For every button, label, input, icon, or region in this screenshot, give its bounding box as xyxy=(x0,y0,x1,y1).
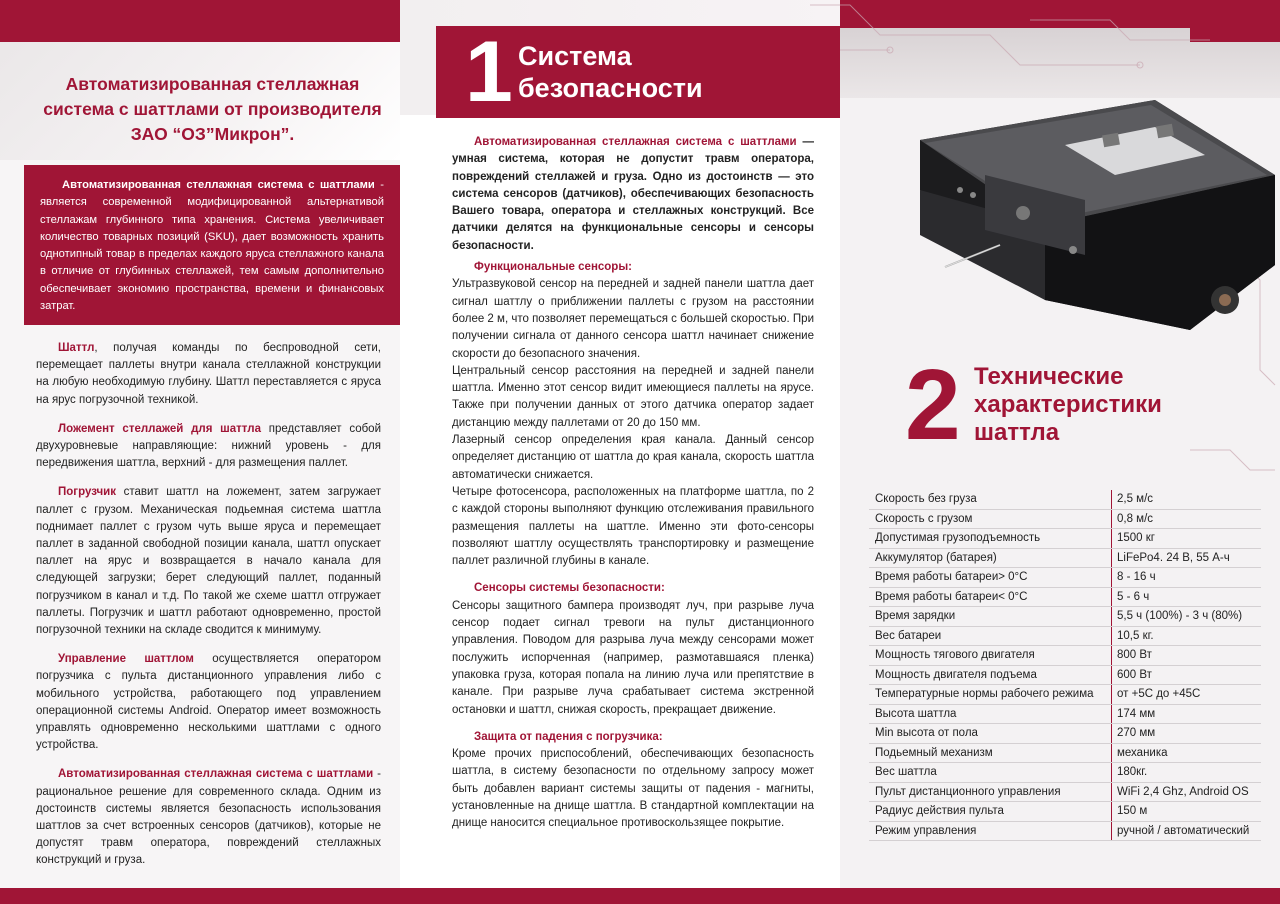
paragraph-lodgement-text: представляет собой двухуровневые направляющие: нижний уровень - для передвижения шаттла, верхний - для размещения паллет. xyxy=(36,422,381,470)
left-body xyxy=(36,340,381,882)
section1-lead xyxy=(452,134,814,255)
spec-value: 174 мм xyxy=(1112,704,1262,724)
sensor-central: Центральный сенсор расстояния на передней и задней панели шаттла. Именно этот сенсор видит имеющиеся паллеты на ярусе. Также при получении данных от этого датчика оператор задает дистанцию между паллетами от 20 до 150 мм. xyxy=(452,364,814,429)
spec-row xyxy=(869,646,1261,666)
spec-row xyxy=(869,665,1261,685)
spec-key: Min высота от пола xyxy=(869,724,1112,744)
spec-table xyxy=(869,490,1261,841)
section1-number: 1 xyxy=(465,24,513,120)
spec-value: LiFePo4. 24 В, 55 А-ч xyxy=(1112,548,1262,568)
paragraph-control xyxy=(36,651,381,754)
spec-row xyxy=(869,587,1261,607)
section1-lead-bold: Автоматизированная стеллажная система с шаттлами xyxy=(474,136,797,148)
spec-key: Время работы батареи< 0°С xyxy=(869,587,1112,607)
paragraph-shuttle-bold: Шаттл xyxy=(58,342,95,354)
paragraph-loader-bold: Погрузчик xyxy=(58,486,116,499)
section1-title-line2: безопасности xyxy=(518,73,703,103)
spec-key: Допустимая грузоподъемность xyxy=(869,529,1112,549)
functional-sensors-heading: Функциональные сенсоры: xyxy=(474,261,632,274)
spec-row xyxy=(869,490,1261,509)
safety-sensors-heading: Сенсоры системы безопасности: xyxy=(474,582,665,595)
left-header-band xyxy=(0,0,400,42)
intro-text: - является современной модифицированной альтернативой стеллажам глубинного типа хранения. Система увеличивает количество товарных позиций (SKU), дает возможность хранить однотипный товар в пределах каждого яруса стеллажного канала в отличие от глубинных стеллажей, тем самым дополнительно обеспечивает экономию пространства, времени и финансовых затрат. xyxy=(40,179,385,313)
fall-protection-heading: Защита от падения с погрузчика: xyxy=(474,730,663,743)
spec-row xyxy=(869,782,1261,802)
spec-key: Подьемный механизм xyxy=(869,743,1112,763)
paragraph-loader-text: ставит шаттл на ложемент, затем загружает паллет с грузом. Механическая подьемная система шаттла поднимает паллет с грузом чуть выше яруса и перемещает паллет в заданной свободной позиции канала, шаттл опускает паллет на ярус и возвращается в начало канала для следующей загрузки; берет следующий паллет, поданный погрузчиком в канал и т.д. По такой же схеме шаттл отгружает паллеты. Погрузчик и шаттл работают одновременно, простой погрузочной техники на складе сводится к минимуму. xyxy=(36,486,381,637)
section1-lead-text: — умная система, которая не допустит травм оператора, повреждений стеллажей и груза. Одно из достоинств — это система сенсоров (датчиков), обеспечивающих безопасность Вашего товара, оператора и стеллажных конструкций. Все датчики делятся на функциональные сенсоры и сенсоры безопасности. xyxy=(452,136,814,252)
spec-value: 800 Вт xyxy=(1112,646,1262,666)
spec-key: Мощность тягового двигателя xyxy=(869,646,1112,666)
spec-key: Скорость без груза xyxy=(869,490,1112,509)
intro-box xyxy=(24,165,400,325)
paragraph-lodgement-bold: Ложемент стеллажей для шаттла xyxy=(58,422,261,435)
spec-key: Вес батареи xyxy=(869,626,1112,646)
spec-key: Аккумулятор (батарея) xyxy=(869,548,1112,568)
paragraph-loader xyxy=(36,484,381,639)
spec-value: механика xyxy=(1112,743,1262,763)
spec-row xyxy=(869,529,1261,549)
left-title-line3: ЗАО “ОЗ”Микрон”. xyxy=(130,124,295,144)
spec-value: 10,5 кг. xyxy=(1112,626,1262,646)
paragraph-summary xyxy=(36,766,381,869)
spec-key: Вес шаттла xyxy=(869,763,1112,783)
section2-title-line1: Технические xyxy=(974,363,1124,390)
left-title xyxy=(40,72,385,147)
sensor-bumper: Сенсоры защитного бампера производят луч, при разрыве луча сенсор подает сигнал тревоги на пульт дистанционного управления. Поводом для разрыва луча между сенсорами может послужить испорченная (например, размотавшаяся пленка) упаковка груза, которая попала на линию луча или препятствие в канале. При разрыве луча срабатывает система экстренной остановки и шаттл, снижая скорость, прекращает движение. xyxy=(452,599,814,716)
spec-value: 600 Вт xyxy=(1112,665,1262,685)
shuttle-image xyxy=(905,95,1280,335)
spec-row xyxy=(869,743,1261,763)
spec-value: 8 - 16 ч xyxy=(1112,568,1262,588)
spec-row xyxy=(869,704,1261,724)
spec-row xyxy=(869,802,1261,822)
spec-value: 0,8 м/с xyxy=(1112,509,1262,529)
spec-value: 5,5 ч (100%) - 3 ч (80%) xyxy=(1112,607,1262,627)
spec-key: Скорость с грузом xyxy=(869,509,1112,529)
spec-row xyxy=(869,724,1261,744)
section1-body xyxy=(452,134,814,833)
intro-bold: Автоматизированная стеллажная система с шаттлами xyxy=(62,179,375,191)
spec-value: 5 - 6 ч xyxy=(1112,587,1262,607)
paragraph-summary-text: - рациональное решение для современного склада. Одним из достоинств системы является безопасность использования шаттлов за счет встроенных сенсоров (датчиков), которые не допустят травм оператора, повреждений стеллажных конструкций и груза. xyxy=(36,768,381,867)
spec-value: ручной / автоматический xyxy=(1112,821,1262,841)
bottom-band xyxy=(0,888,1280,904)
spec-key: Высота шаттла xyxy=(869,704,1112,724)
spec-key: Радиус действия пульта xyxy=(869,802,1112,822)
spec-row xyxy=(869,626,1261,646)
section1-title xyxy=(518,40,703,104)
spec-row xyxy=(869,821,1261,841)
fall-protection-text: Кроме прочих приспособлений, обеспечивающих безопасность шаттла, в систему безопасности по отдельному запросу может быть добавлен вариант системы защиты от падения - магниты, установленные на днище шаттла. В стандартной комплектации на днище наносится специальное противоскользящее покрытие. xyxy=(452,748,814,830)
spec-row xyxy=(869,548,1261,568)
sensor-laser: Лазерный сенсор определения края канала. Данный сенсор определяет дистанцию от шаттла до края канала, скорость шаттла автоматически снижается. xyxy=(452,434,814,481)
sensor-ultrasonic: Ультразвуковой сенсор на передней и задней панели шаттла дает сигнал шаттлу о приближении паллеты с грузом на расстоянии более 2 м, что позволяет перемещаться с большей скоростью. При получении сигнала от данного сенсора шаттл начинает снижение скорости до безопасного значения. xyxy=(452,278,814,360)
spec-key: Температурные нормы рабочего режима xyxy=(869,685,1112,705)
spec-row xyxy=(869,607,1261,627)
spec-row xyxy=(869,763,1261,783)
left-title-line2: система с шаттлами от производителя xyxy=(43,99,382,119)
spec-key: Режим управления xyxy=(869,821,1112,841)
paragraph-shuttle xyxy=(36,340,381,409)
section2-title-line3: шаттла xyxy=(974,419,1060,446)
paragraph-shuttle-text: , получая команды по беспроводной сети, перемещает паллеты внутри канала стеллажной конструкции на любую необходимую глубину. Шаттл переставляется с яруса на ярус погрузочной техникой. xyxy=(36,342,381,406)
spec-value: от +5С до +45С xyxy=(1112,685,1262,705)
section2-title xyxy=(974,363,1162,447)
spec-key: Пульт дистанционного управления xyxy=(869,782,1112,802)
spec-value: 180кг. xyxy=(1112,763,1262,783)
spec-value: WiFi 2,4 Ghz, Android OS xyxy=(1112,782,1262,802)
sensor-photo: Четыре фотосенсора, расположенных на платформе шаттла, по 2 с каждой стороны выполняют функцию отслеживания правильного размещения паллеты на шаттле. Именно эти фото-сенсоры позволяют шаттлу осуществлять транспортировку и размещение паллет различной глубины в канале. xyxy=(452,485,814,568)
spec-key: Время работы батареи> 0°С xyxy=(869,568,1112,588)
paragraph-control-bold: Управление шаттлом xyxy=(58,653,194,666)
paragraph-lodgement xyxy=(36,421,381,473)
spec-key: Время зарядки xyxy=(869,607,1112,627)
section2-number: 2 xyxy=(905,349,961,461)
spec-value: 150 м xyxy=(1112,802,1262,822)
spec-row xyxy=(869,509,1261,529)
spec-row xyxy=(869,685,1261,705)
spec-value: 1500 кг xyxy=(1112,529,1262,549)
section2-title-line2: характеристики xyxy=(974,391,1162,418)
spec-key: Мощность двигателя подъема xyxy=(869,665,1112,685)
spec-value: 2,5 м/с xyxy=(1112,490,1262,509)
section1-title-line1: Система xyxy=(518,41,632,71)
spec-value: 270 мм xyxy=(1112,724,1262,744)
paragraph-summary-bold: Автоматизированная стеллажная система с шаттлами xyxy=(58,768,374,781)
paragraph-control-text: осуществляется оператором погрузчика с пульта дистанционного управления либо с мобильного устройства, работающего под управлением операционной системы Android. Оператор имеет возможность управлять одновременно несколькими шаттлами с одного устройства. xyxy=(36,653,381,752)
spec-row xyxy=(869,568,1261,588)
left-title-line1: Автоматизированная стеллажная xyxy=(65,74,360,94)
